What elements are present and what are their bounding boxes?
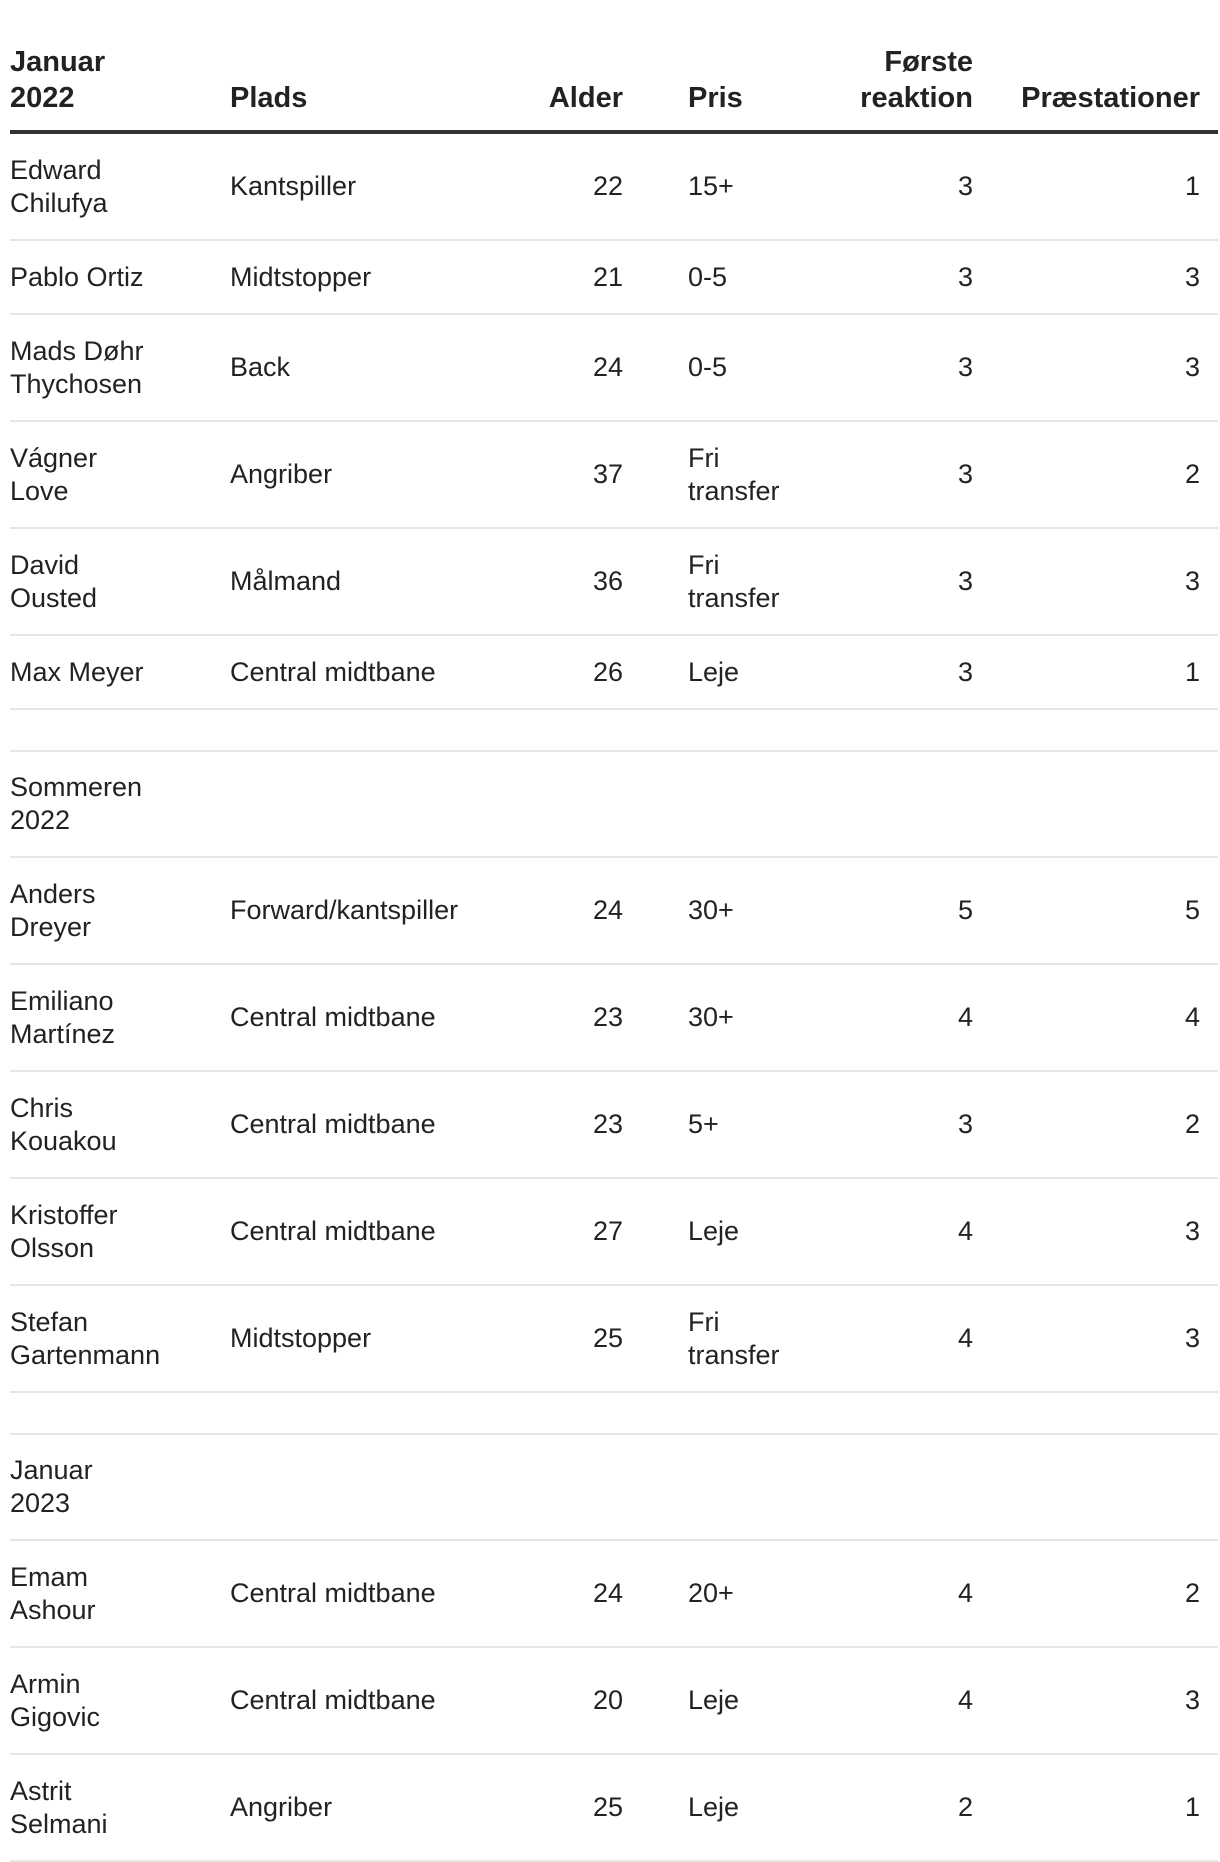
player-name-cell [10, 314, 230, 421]
player-name: Max Meyer [10, 656, 144, 687]
performance-score: 2 [1184, 1109, 1200, 1139]
price-cell [623, 1647, 786, 1754]
performance-cell [973, 635, 1218, 709]
price-cell [623, 421, 786, 528]
position-cell [230, 528, 495, 635]
reaction-cell [786, 314, 973, 421]
player-name-cell [10, 240, 230, 314]
performance-cell [973, 528, 1218, 635]
price-cell [623, 314, 786, 421]
age-cell [495, 528, 623, 635]
player-name: Anders Dreyer [10, 878, 96, 942]
first-reaction-score: 4 [957, 1002, 973, 1032]
performance-score: 4 [1184, 1002, 1200, 1032]
price-cell [623, 1285, 786, 1392]
position-cell [230, 314, 495, 421]
table-row [10, 132, 1218, 240]
header-row [10, 40, 1218, 132]
player-name: Pablo Ortiz [10, 261, 144, 292]
header-reaction [786, 40, 973, 132]
position-cell [230, 240, 495, 314]
section-heading-row [10, 751, 1218, 857]
player-name: Vágner Love [10, 442, 98, 506]
table-row [10, 528, 1218, 635]
position-cell [230, 421, 495, 528]
player-price: 15+ [688, 171, 734, 201]
section-heading-empty-cell [230, 1434, 495, 1540]
player-age: 23 [592, 1002, 623, 1032]
performance-score: 1 [1184, 1792, 1200, 1822]
price-cell [623, 132, 786, 240]
group-spacer-cell [10, 709, 1218, 751]
position-cell [230, 964, 495, 1071]
section-heading-empty-cell [973, 751, 1218, 857]
reaction-cell [786, 1754, 973, 1861]
performance-cell [973, 421, 1218, 528]
price-cell [623, 964, 786, 1071]
price-cell [623, 1178, 786, 1285]
reaction-cell [786, 857, 973, 964]
player-price: Leje [688, 1685, 740, 1715]
player-name-cell [10, 1647, 230, 1754]
reaction-cell [786, 635, 973, 709]
header-period-label: Januar 2022 [10, 46, 106, 114]
player-name: Edward Chilufya [10, 154, 108, 218]
player-price: 20+ [688, 1578, 734, 1608]
table-row [10, 1071, 1218, 1178]
table-row [10, 1178, 1218, 1285]
performance-cell [973, 132, 1218, 240]
table-row [10, 1540, 1218, 1647]
table-header [10, 40, 1218, 132]
position-cell [230, 1540, 495, 1647]
position-cell [230, 1647, 495, 1754]
age-cell [495, 635, 623, 709]
age-cell [495, 1754, 623, 1861]
player-position: Central midtbane [230, 1578, 436, 1608]
player-age: 24 [592, 1578, 623, 1608]
section-heading-empty-cell [495, 751, 623, 857]
player-price: 30+ [688, 1002, 734, 1032]
position-cell [230, 1285, 495, 1392]
performance-cell [973, 964, 1218, 1071]
header-performance [973, 40, 1218, 132]
player-price: Leje [688, 656, 740, 687]
table-row [10, 240, 1218, 314]
price-cell [623, 528, 786, 635]
performance-cell [973, 857, 1218, 964]
player-name-cell [10, 132, 230, 240]
player-name-cell [10, 528, 230, 635]
player-age: 26 [592, 656, 623, 687]
age-cell [495, 857, 623, 964]
performance-cell [973, 1647, 1218, 1754]
player-position: Central midtbane [230, 1002, 436, 1032]
player-name-cell [10, 421, 230, 528]
header-period [10, 40, 230, 132]
table-row [10, 1754, 1218, 1861]
player-name-cell [10, 1071, 230, 1178]
performance-cell [973, 1178, 1218, 1285]
header-reaction-label: Første reaktion [860, 46, 973, 114]
player-name-cell [10, 1754, 230, 1861]
player-name: Mads Døhr Thychosen [10, 335, 144, 399]
price-cell [623, 240, 786, 314]
table-row [10, 964, 1218, 1071]
first-reaction-score: 3 [957, 352, 973, 382]
performance-score: 3 [1184, 566, 1200, 596]
position-cell [230, 1754, 495, 1861]
reaction-cell [786, 964, 973, 1071]
player-name: Chris Kouakou [10, 1092, 117, 1156]
age-cell [495, 1178, 623, 1285]
player-name: Stefan Gartenmann [10, 1306, 161, 1370]
player-name-cell [10, 635, 230, 709]
player-name-cell [10, 1540, 230, 1647]
player-name: Armin Gigovic [10, 1668, 101, 1732]
player-age: 22 [592, 171, 623, 201]
age-cell [495, 1285, 623, 1392]
first-reaction-score: 3 [957, 656, 973, 687]
performance-cell [973, 1285, 1218, 1392]
performance-score: 3 [1184, 1216, 1200, 1246]
header-position-label: Plads [230, 82, 308, 114]
player-age: 23 [592, 1109, 623, 1139]
player-name: Kristoffer Olsson [10, 1199, 118, 1263]
age-cell [495, 1540, 623, 1647]
price-cell [623, 1754, 786, 1861]
position-cell [230, 635, 495, 709]
table-body [10, 132, 1218, 1861]
reaction-cell [786, 1540, 973, 1647]
player-age: 20 [592, 1685, 623, 1715]
player-position: Back [230, 352, 291, 382]
table-row [10, 314, 1218, 421]
performance-cell [973, 314, 1218, 421]
header-age-label: Alder [548, 82, 623, 114]
player-name-cell [10, 857, 230, 964]
price-cell [623, 635, 786, 709]
player-price: 5+ [688, 1109, 719, 1139]
reaction-cell [786, 1178, 973, 1285]
table-row [10, 635, 1218, 709]
performance-score: 1 [1184, 171, 1200, 201]
reaction-cell [786, 528, 973, 635]
player-name-cell [10, 1285, 230, 1392]
section-heading-empty-cell [973, 1434, 1218, 1540]
header-performance-label: Præstationer [1021, 82, 1200, 114]
age-cell [495, 132, 623, 240]
header-position [230, 40, 495, 132]
section-heading-cell [10, 1434, 230, 1540]
player-position: Midtstopper [230, 1323, 372, 1353]
section-heading-label: Januar 2023 [10, 1455, 93, 1518]
transfer-table-container [10, 40, 1218, 1862]
player-age: 21 [592, 261, 623, 292]
first-reaction-score: 3 [957, 459, 973, 489]
first-reaction-score: 3 [957, 1109, 973, 1139]
table-row [10, 857, 1218, 964]
player-price: 30+ [688, 895, 734, 925]
performance-score: 1 [1184, 656, 1200, 687]
age-cell [495, 240, 623, 314]
performance-score: 3 [1184, 261, 1200, 292]
player-position: Angriber [230, 459, 333, 489]
player-price: Leje [688, 1216, 740, 1246]
age-cell [495, 1647, 623, 1754]
age-cell [495, 314, 623, 421]
player-price: 0-5 [688, 261, 728, 292]
player-name-cell [10, 1178, 230, 1285]
price-cell [623, 1540, 786, 1647]
section-heading-row [10, 1434, 1218, 1540]
reaction-cell [786, 240, 973, 314]
section-heading-empty-cell [623, 751, 786, 857]
player-name: Emam Ashour [10, 1561, 96, 1625]
first-reaction-score: 4 [957, 1578, 973, 1608]
player-name: Emiliano Martínez [10, 985, 116, 1049]
first-reaction-score: 5 [957, 895, 973, 925]
performance-cell [973, 1754, 1218, 1861]
first-reaction-score: 2 [957, 1792, 973, 1822]
section-heading-label: Sommeren 2022 [10, 772, 143, 835]
table-row [10, 421, 1218, 528]
performance-score: 2 [1184, 459, 1200, 489]
section-heading-empty-cell [495, 1434, 623, 1540]
position-cell [230, 1178, 495, 1285]
player-position: Central midtbane [230, 656, 436, 687]
first-reaction-score: 3 [957, 171, 973, 201]
header-price-label: Pris [688, 82, 743, 114]
performance-cell [973, 1540, 1218, 1647]
player-age: 36 [592, 566, 623, 596]
reaction-cell [786, 1071, 973, 1178]
performance-score: 3 [1184, 352, 1200, 382]
player-age: 25 [592, 1323, 623, 1353]
group-spacer [10, 709, 1218, 751]
section-heading-cell [10, 751, 230, 857]
player-position: Forward/kantspiller [230, 895, 459, 925]
player-price: Fri transfer [688, 549, 780, 613]
first-reaction-score: 3 [957, 566, 973, 596]
player-name: David Ousted [10, 549, 98, 613]
reaction-cell [786, 1647, 973, 1754]
age-cell [495, 1071, 623, 1178]
performance-score: 2 [1184, 1578, 1200, 1608]
section-heading-empty-cell [786, 1434, 973, 1540]
player-position: Midtstopper [230, 261, 372, 292]
player-price: Fri transfer [688, 1306, 780, 1370]
player-position: Central midtbane [230, 1109, 436, 1139]
age-cell [495, 421, 623, 528]
performance-cell [973, 1071, 1218, 1178]
table-row [10, 1285, 1218, 1392]
section-heading-empty-cell [786, 751, 973, 857]
player-position: Central midtbane [230, 1685, 436, 1715]
reaction-cell [786, 1285, 973, 1392]
position-cell [230, 132, 495, 240]
group-spacer-cell [10, 1392, 1218, 1434]
player-price: Leje [688, 1792, 740, 1822]
player-age: 24 [592, 895, 623, 925]
player-name: Astrit Selmani [10, 1775, 108, 1839]
table-row [10, 1647, 1218, 1754]
position-cell [230, 1071, 495, 1178]
section-heading-empty-cell [623, 1434, 786, 1540]
player-position: Angriber [230, 1792, 333, 1822]
player-price: Fri transfer [688, 442, 780, 506]
performance-cell [973, 240, 1218, 314]
player-name-cell [10, 964, 230, 1071]
header-price [623, 40, 786, 132]
player-price: 0-5 [688, 352, 728, 382]
group-spacer [10, 1392, 1218, 1434]
position-cell [230, 857, 495, 964]
performance-score: 3 [1184, 1323, 1200, 1353]
price-cell [623, 857, 786, 964]
section-heading-empty-cell [230, 751, 495, 857]
player-age: 25 [592, 1792, 623, 1822]
header-age [495, 40, 623, 132]
transfer-table [10, 40, 1218, 1862]
player-position: Kantspiller [230, 171, 357, 201]
first-reaction-score: 4 [957, 1685, 973, 1715]
player-position: Målmand [230, 566, 342, 596]
first-reaction-score: 4 [957, 1216, 973, 1246]
age-cell [495, 964, 623, 1071]
player-age: 24 [592, 352, 623, 382]
performance-score: 5 [1184, 895, 1200, 925]
performance-score: 3 [1184, 1685, 1200, 1715]
price-cell [623, 1071, 786, 1178]
player-age: 27 [592, 1216, 623, 1246]
player-position: Central midtbane [230, 1216, 436, 1246]
first-reaction-score: 3 [957, 261, 973, 292]
player-age: 37 [592, 459, 623, 489]
first-reaction-score: 4 [957, 1323, 973, 1353]
reaction-cell [786, 421, 973, 528]
reaction-cell [786, 132, 973, 240]
